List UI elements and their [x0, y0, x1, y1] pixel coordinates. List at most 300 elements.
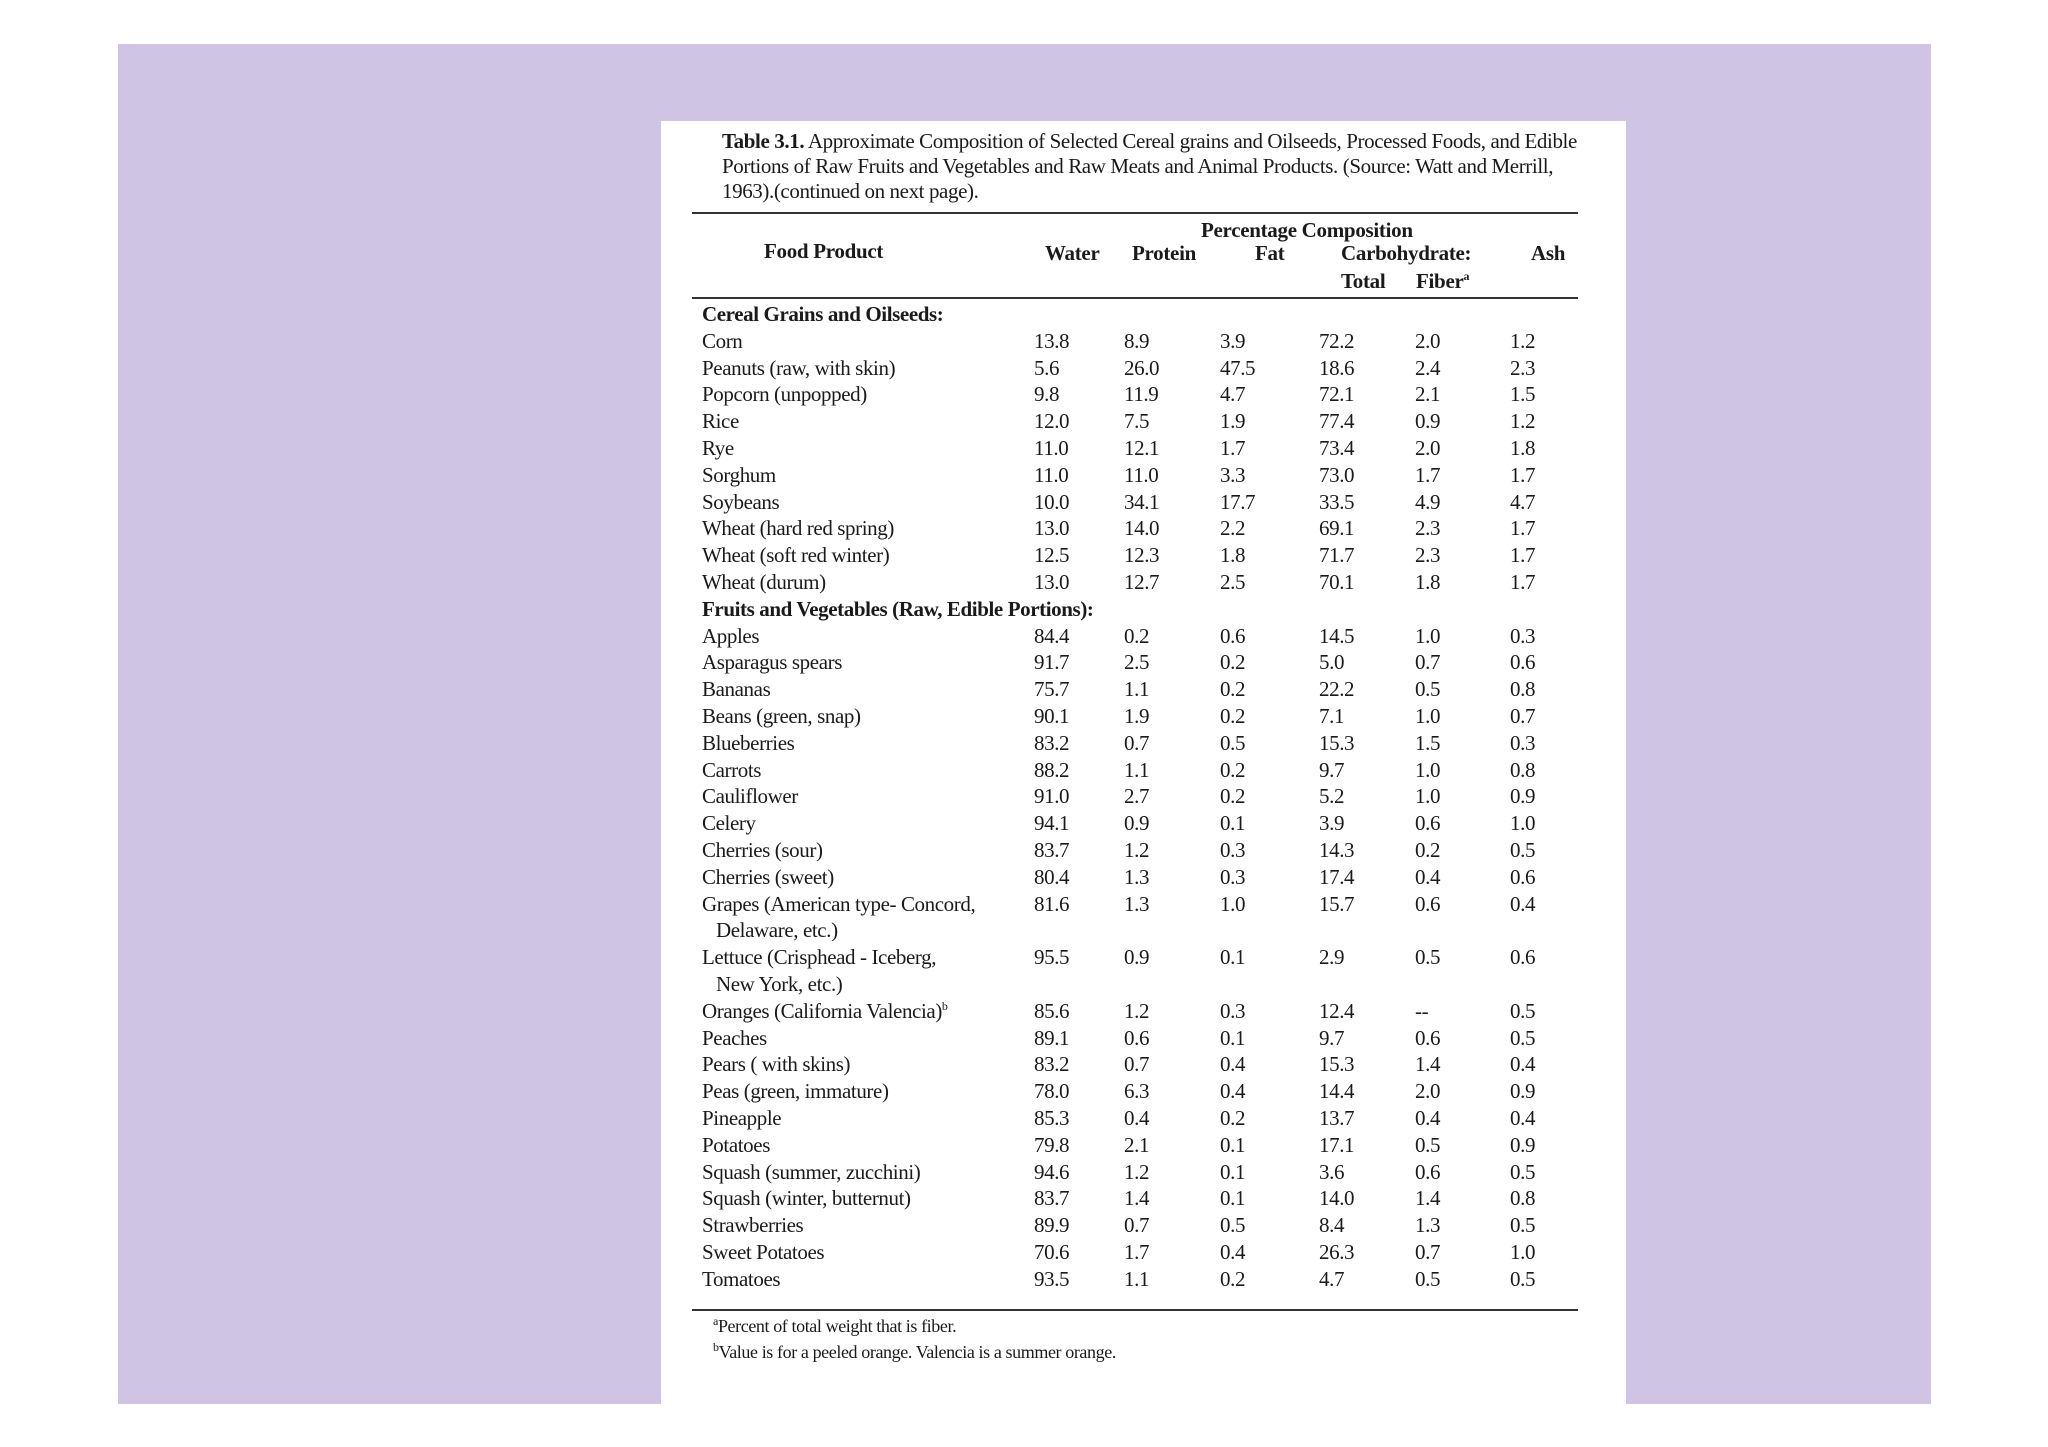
- food-name-cell: [694, 462, 1034, 489]
- protein-cell: 0.7: [1124, 1213, 1150, 1238]
- total-cell: 2.9: [1319, 945, 1345, 970]
- table-caption: [722, 129, 1582, 204]
- food-name: Cauliflower: [702, 784, 798, 809]
- water-cell: 89.9: [1034, 1213, 1070, 1238]
- table-row: [694, 1266, 1574, 1293]
- fiber-cell: 0.4: [1415, 864, 1441, 889]
- protein-cell: 1.2: [1124, 837, 1150, 862]
- water-cell: 90.1: [1034, 703, 1070, 728]
- food-name: Wheat (soft red winter): [702, 543, 890, 568]
- fiber-cell: 0.7: [1415, 650, 1441, 675]
- fat-cell: 0.1: [1220, 1159, 1246, 1184]
- ash-cell: 0.5: [1510, 1266, 1536, 1291]
- food-name-cell: [694, 757, 1034, 784]
- ash-cell: 0.4: [1510, 891, 1536, 916]
- fiber-cell: 2.0: [1415, 328, 1441, 353]
- food-name-cell: [694, 676, 1034, 703]
- food-name-cell: [694, 649, 1034, 676]
- fat-cell: 0.5: [1220, 1213, 1246, 1238]
- ash-cell: 1.0: [1510, 1239, 1536, 1264]
- table-row: [694, 730, 1574, 757]
- water-cell: 75.7: [1034, 677, 1070, 702]
- fiber-cell: 1.0: [1415, 703, 1441, 728]
- fat-cell: 0.4: [1220, 1239, 1246, 1264]
- food-name: Rye: [702, 435, 734, 460]
- total-cell: 17.1: [1319, 1132, 1355, 1157]
- fat-cell: 0.1: [1220, 1025, 1246, 1050]
- food-name-cell: [694, 515, 1034, 542]
- fat-cell: 0.3: [1220, 837, 1246, 862]
- ash-cell: 0.5: [1510, 1159, 1536, 1184]
- header-carbohydrate: Carbohydrate:: [1341, 241, 1472, 265]
- water-cell: 83.7: [1034, 837, 1070, 862]
- food-name-cell: [694, 1212, 1034, 1239]
- fiber-cell: 1.3: [1415, 1213, 1441, 1238]
- food-name: Popcorn (unpopped): [702, 382, 867, 407]
- water-cell: 85.6: [1034, 998, 1070, 1023]
- food-name: Tomatoes: [702, 1266, 781, 1291]
- ash-cell: 4.7: [1510, 489, 1536, 514]
- food-name: Pineapple: [702, 1105, 782, 1130]
- fiber-cell: 1.4: [1415, 1186, 1441, 1211]
- food-name: Asparagus spears: [702, 650, 842, 675]
- ash-cell: 0.6: [1510, 864, 1536, 889]
- fat-cell: 0.4: [1220, 1079, 1246, 1104]
- fiber-cell: 0.9: [1415, 409, 1441, 434]
- protein-cell: 12.7: [1124, 569, 1160, 594]
- protein-cell: 0.7: [1124, 1052, 1150, 1077]
- water-cell: 83.2: [1034, 730, 1070, 755]
- total-cell: 14.4: [1319, 1079, 1355, 1104]
- total-cell: 15.3: [1319, 730, 1355, 755]
- table-row: [694, 569, 1574, 596]
- total-cell: 7.1: [1319, 703, 1345, 728]
- total-cell: 5.2: [1319, 784, 1345, 809]
- fiber-cell: 1.5: [1415, 730, 1441, 755]
- protein-cell: 1.3: [1124, 891, 1150, 916]
- fiber-cell: 4.9: [1415, 489, 1441, 514]
- protein-cell: 1.1: [1124, 1266, 1150, 1291]
- water-cell: 95.5: [1034, 945, 1070, 970]
- table-row: [694, 1025, 1574, 1052]
- fat-cell: 0.1: [1220, 1186, 1246, 1211]
- fat-cell: 3.9: [1220, 328, 1246, 353]
- header-fat: Fat: [1255, 241, 1285, 265]
- food-name-cell: [694, 730, 1034, 757]
- protein-cell: 1.4: [1124, 1186, 1150, 1211]
- food-name-cell: [694, 489, 1034, 516]
- table-row: [694, 1051, 1574, 1078]
- food-name-cell: [694, 837, 1034, 864]
- fat-cell: 0.2: [1220, 1105, 1246, 1130]
- fiber-cell: 0.5: [1415, 1132, 1441, 1157]
- ash-cell: 1.2: [1510, 409, 1536, 434]
- bottom-rule: [692, 1309, 1578, 1311]
- fiber-cell: 0.6: [1415, 1025, 1441, 1050]
- ash-cell: 1.7: [1510, 543, 1536, 568]
- food-name: Cherries (sweet): [702, 864, 834, 889]
- fat-cell: 1.9: [1220, 409, 1246, 434]
- ash-cell: 0.6: [1510, 945, 1536, 970]
- protein-cell: 0.4: [1124, 1105, 1150, 1130]
- water-cell: 91.7: [1034, 650, 1070, 675]
- food-name-cell: [694, 1159, 1034, 1186]
- water-cell: 83.7: [1034, 1186, 1070, 1211]
- table-row: [694, 676, 1574, 703]
- table-row: [694, 355, 1574, 382]
- food-name: Grapes (American type- Concord,: [702, 891, 976, 916]
- table-row: [694, 435, 1574, 462]
- fiber-cell: 0.6: [1415, 1159, 1441, 1184]
- protein-cell: 12.1: [1124, 435, 1160, 460]
- ash-cell: 1.7: [1510, 516, 1536, 541]
- total-cell: 73.0: [1319, 462, 1355, 487]
- table-row: [694, 1185, 1574, 1212]
- water-cell: 13.0: [1034, 569, 1070, 594]
- ash-cell: 0.5: [1510, 1025, 1536, 1050]
- table-row: [694, 408, 1574, 435]
- footnote-mark: b: [941, 998, 948, 1013]
- food-name: Potatoes: [702, 1132, 770, 1157]
- fat-cell: 0.2: [1220, 1266, 1246, 1291]
- protein-cell: 1.1: [1124, 677, 1150, 702]
- food-name: Wheat (hard red spring): [702, 516, 894, 541]
- table-row: [694, 381, 1574, 408]
- total-cell: 33.5: [1319, 489, 1355, 514]
- water-cell: 84.4: [1034, 623, 1070, 648]
- header-protein: Protein: [1132, 241, 1196, 265]
- protein-cell: 11.0: [1124, 462, 1159, 487]
- composition-table: [694, 301, 1574, 1292]
- food-name-cell: [694, 1051, 1034, 1078]
- protein-cell: 1.9: [1124, 703, 1150, 728]
- water-cell: 89.1: [1034, 1025, 1070, 1050]
- total-cell: 71.7: [1319, 543, 1355, 568]
- ash-cell: 0.8: [1510, 757, 1536, 782]
- protein-cell: 0.2: [1124, 623, 1150, 648]
- water-cell: 70.6: [1034, 1239, 1070, 1264]
- footnote-b: $^b$Value is for a peeled orange. Valencia is a summer orange.: [713, 1340, 1116, 1362]
- food-name: Blueberries: [702, 730, 795, 755]
- protein-cell: 8.9: [1124, 328, 1150, 353]
- total-cell: 15.3: [1319, 1052, 1355, 1077]
- total-cell: 15.7: [1319, 891, 1355, 916]
- protein-cell: 14.0: [1124, 516, 1160, 541]
- fiber-cell: 0.4: [1415, 1105, 1441, 1130]
- ash-cell: 0.5: [1510, 1213, 1536, 1238]
- table-row: [694, 462, 1574, 489]
- ash-cell: 1.8: [1510, 435, 1536, 460]
- water-cell: 11.0: [1034, 435, 1069, 460]
- fiber-cell: 2.0: [1415, 1079, 1441, 1104]
- table-row: [694, 783, 1574, 810]
- ash-cell: 2.3: [1510, 355, 1536, 380]
- ash-cell: 0.4: [1510, 1052, 1536, 1077]
- header-food-product: Food Product: [764, 239, 884, 263]
- total-cell: 70.1: [1319, 569, 1355, 594]
- total-cell: 72.1: [1319, 382, 1355, 407]
- table-row: [694, 1159, 1574, 1186]
- protein-cell: 1.1: [1124, 757, 1150, 782]
- fat-cell: 1.8: [1220, 543, 1246, 568]
- table-row: [694, 998, 1574, 1025]
- food-name: Carrots: [702, 757, 762, 782]
- total-cell: 72.2: [1319, 328, 1355, 353]
- ash-cell: 0.8: [1510, 1186, 1536, 1211]
- water-cell: 93.5: [1034, 1266, 1070, 1291]
- table-row: [694, 703, 1574, 730]
- section-header-row: [694, 301, 1574, 328]
- food-name-cell: [694, 355, 1034, 382]
- ash-cell: 1.7: [1510, 462, 1536, 487]
- fat-cell: 0.3: [1220, 998, 1246, 1023]
- food-name: Oranges (California Valencia): [702, 998, 942, 1023]
- food-name-cell: [694, 703, 1034, 730]
- ash-cell: 1.2: [1510, 328, 1536, 353]
- food-name-cell: [694, 810, 1034, 837]
- fat-cell: 0.6: [1220, 623, 1246, 648]
- food-name-cell: [694, 569, 1034, 596]
- food-name: Corn: [702, 328, 743, 353]
- food-name: Rice: [702, 409, 739, 434]
- food-name-cell: [694, 1078, 1034, 1105]
- total-cell: 12.4: [1319, 998, 1355, 1023]
- fat-cell: 3.3: [1220, 462, 1246, 487]
- food-name-cell: [694, 408, 1034, 435]
- water-cell: 83.2: [1034, 1052, 1070, 1077]
- water-cell: 80.4: [1034, 864, 1070, 889]
- ash-cell: 1.0: [1510, 811, 1536, 836]
- section-title: Cereal Grains and Oilseeds:: [702, 302, 944, 326]
- fiber-cell: 0.5: [1415, 1266, 1441, 1291]
- fiber-cell: 0.5: [1415, 945, 1441, 970]
- fat-cell: 1.0: [1220, 891, 1246, 916]
- protein-cell: 0.9: [1124, 945, 1150, 970]
- ash-cell: 0.9: [1510, 1079, 1536, 1104]
- fat-cell: 0.2: [1220, 784, 1246, 809]
- fiber-cell: 2.1: [1415, 382, 1441, 407]
- total-cell: 9.7: [1319, 757, 1345, 782]
- header-percentage-composition: Percentage Composition: [1201, 218, 1413, 242]
- food-name-continuation: Delaware, etc.): [716, 918, 838, 943]
- ash-cell: 0.5: [1510, 837, 1536, 862]
- food-name-continuation: New York, etc.): [716, 971, 843, 996]
- fat-cell: 0.2: [1220, 677, 1246, 702]
- food-name-cell: [694, 1266, 1034, 1293]
- fat-cell: 0.4: [1220, 1052, 1246, 1077]
- fiber-cell: 2.3: [1415, 543, 1441, 568]
- food-name: Cherries (sour): [702, 837, 823, 862]
- table-row: [694, 649, 1574, 676]
- water-cell: 85.3: [1034, 1105, 1070, 1130]
- header-fiber: Fiber$^a$: [1416, 269, 1470, 293]
- table-row-continuation: [694, 971, 1574, 998]
- table-row: [694, 489, 1574, 516]
- fiber-cell: 0.5: [1415, 677, 1441, 702]
- fat-cell: 2.5: [1220, 569, 1246, 594]
- total-cell: 69.1: [1319, 516, 1355, 541]
- ash-cell: 0.6: [1510, 650, 1536, 675]
- slide-background: [118, 44, 1931, 1404]
- table-row: [694, 328, 1574, 355]
- footnotes: [713, 1313, 1116, 1365]
- fiber-cell: --: [1415, 998, 1429, 1023]
- food-name-cell: [694, 435, 1034, 462]
- food-name-cell: [694, 1185, 1034, 1212]
- document-page: [661, 121, 1626, 1416]
- total-cell: 17.4: [1319, 864, 1355, 889]
- food-name: Sorghum: [702, 462, 776, 487]
- top-rule: [692, 212, 1578, 214]
- fat-cell: 4.7: [1220, 382, 1246, 407]
- header-rule: [692, 297, 1578, 299]
- water-cell: 79.8: [1034, 1132, 1070, 1157]
- protein-cell: 2.5: [1124, 650, 1150, 675]
- fat-cell: 0.1: [1220, 1132, 1246, 1157]
- food-name: Peanuts (raw, with skin): [702, 355, 896, 380]
- food-name: Sweet Potatoes: [702, 1239, 825, 1264]
- water-cell: 12.5: [1034, 543, 1070, 568]
- header-ash: Ash: [1531, 241, 1566, 265]
- food-name: Squash (summer, zucchini): [702, 1159, 921, 1184]
- table-row: [694, 515, 1574, 542]
- total-cell: 22.2: [1319, 677, 1355, 702]
- food-name: Strawberries: [702, 1213, 804, 1238]
- fiber-cell: 1.0: [1415, 784, 1441, 809]
- water-cell: 94.6: [1034, 1159, 1070, 1184]
- protein-cell: 1.3: [1124, 864, 1150, 889]
- ash-cell: 0.9: [1510, 1132, 1536, 1157]
- fiber-cell: 2.3: [1415, 516, 1441, 541]
- water-cell: 11.0: [1034, 462, 1069, 487]
- section-title: Fruits and Vegetables (Raw, Edible Portions):: [702, 596, 1094, 621]
- table-row: [694, 1078, 1574, 1105]
- fat-cell: 0.1: [1220, 811, 1246, 836]
- water-cell: 9.8: [1034, 382, 1060, 407]
- food-name: Bananas: [702, 677, 771, 702]
- protein-cell: 1.2: [1124, 1159, 1150, 1184]
- caption-text: Approximate Composition of Selected Cereal grains and Oilseeds, Processed Foods, and Edible Portions of Raw Fruits and Vegetables and Raw Meats and Animal Products. (Source: Watt and Merrill, 1963).(continued on next page).: [722, 129, 1577, 203]
- food-name-cell: [694, 1025, 1034, 1052]
- food-name-cell: [694, 783, 1034, 810]
- fiber-cell: 0.6: [1415, 811, 1441, 836]
- total-cell: 77.4: [1319, 409, 1355, 434]
- fat-cell: 0.3: [1220, 864, 1246, 889]
- table-row: [694, 810, 1574, 837]
- total-cell: 4.7: [1319, 1266, 1345, 1291]
- food-name: Apples: [702, 623, 760, 648]
- table-row: [694, 542, 1574, 569]
- water-cell: 91.0: [1034, 784, 1070, 809]
- protein-cell: 34.1: [1124, 489, 1160, 514]
- water-cell: 78.0: [1034, 1079, 1070, 1104]
- total-cell: 3.9: [1319, 811, 1345, 836]
- protein-cell: 7.5: [1124, 409, 1150, 434]
- fat-cell: 2.2: [1220, 516, 1246, 541]
- fiber-cell: 2.4: [1415, 355, 1441, 380]
- protein-cell: 11.9: [1124, 382, 1159, 407]
- protein-cell: 0.7: [1124, 730, 1150, 755]
- total-cell: 13.7: [1319, 1105, 1355, 1130]
- food-name-cell: [694, 1239, 1034, 1266]
- water-cell: 5.6: [1034, 355, 1060, 380]
- food-name-cell: [694, 891, 1034, 918]
- header-total: Total: [1341, 269, 1386, 293]
- fat-cell: 0.2: [1220, 703, 1246, 728]
- ash-cell: 0.5: [1510, 998, 1536, 1023]
- fiber-cell: 0.6: [1415, 891, 1441, 916]
- fat-cell: 0.2: [1220, 757, 1246, 782]
- fiber-cell: 1.7: [1415, 462, 1441, 487]
- fat-cell: 0.1: [1220, 945, 1246, 970]
- food-name: Lettuce (Crisphead - Iceberg,: [702, 945, 937, 970]
- total-cell: 73.4: [1319, 435, 1355, 460]
- fiber-cell: 0.7: [1415, 1239, 1441, 1264]
- fat-cell: 17.7: [1220, 489, 1256, 514]
- total-cell: 3.6: [1319, 1159, 1345, 1184]
- water-cell: 88.2: [1034, 757, 1070, 782]
- fat-cell: 47.5: [1220, 355, 1256, 380]
- ash-cell: 0.8: [1510, 677, 1536, 702]
- protein-cell: 2.1: [1124, 1132, 1150, 1157]
- water-cell: 12.0: [1034, 409, 1070, 434]
- food-name-cell: [694, 1132, 1034, 1159]
- food-name-cell: [694, 328, 1034, 355]
- food-name-cell: [694, 1105, 1034, 1132]
- total-cell: 18.6: [1319, 355, 1355, 380]
- protein-cell: 2.7: [1124, 784, 1150, 809]
- table-row: [694, 757, 1574, 784]
- food-name-cell: [694, 998, 1034, 1025]
- ash-cell: 0.4: [1510, 1105, 1536, 1130]
- table-row: [694, 1105, 1574, 1132]
- water-cell: 94.1: [1034, 811, 1070, 836]
- protein-cell: 12.3: [1124, 543, 1160, 568]
- food-name: Wheat (durum): [702, 569, 826, 594]
- food-name: Squash (winter, butternut): [702, 1186, 911, 1211]
- total-cell: 8.4: [1319, 1213, 1345, 1238]
- protein-cell: 6.3: [1124, 1079, 1150, 1104]
- food-name-cell: [694, 381, 1034, 408]
- fiber-cell: 0.2: [1415, 837, 1441, 862]
- fat-cell: 0.2: [1220, 650, 1246, 675]
- table-row: [694, 891, 1574, 918]
- total-cell: 14.3: [1319, 837, 1355, 862]
- table-row: [694, 623, 1574, 650]
- food-name-cell: [694, 542, 1034, 569]
- total-cell: 26.3: [1319, 1239, 1355, 1264]
- table-row: [694, 1239, 1574, 1266]
- fiber-cell: 2.0: [1415, 435, 1441, 460]
- table-row: [694, 1132, 1574, 1159]
- table-row: [694, 837, 1574, 864]
- protein-cell: 26.0: [1124, 355, 1160, 380]
- fiber-cell: 1.4: [1415, 1052, 1441, 1077]
- fiber-cell: 1.0: [1415, 623, 1441, 648]
- food-name: Peaches: [702, 1025, 767, 1050]
- protein-cell: 1.2: [1124, 998, 1150, 1023]
- footnote-a: $^a$Percent of total weight that is fiber.: [713, 1314, 957, 1336]
- fat-cell: 0.5: [1220, 730, 1246, 755]
- water-cell: 13.0: [1034, 516, 1070, 541]
- table-row-continuation: [694, 917, 1574, 944]
- section-header-row: [694, 596, 1574, 623]
- food-name-cell: [694, 864, 1034, 891]
- ash-cell: 1.5: [1510, 382, 1536, 407]
- food-name: Peas (green, immature): [702, 1079, 889, 1104]
- ash-cell: 1.7: [1510, 569, 1536, 594]
- food-name-cell: [694, 623, 1034, 650]
